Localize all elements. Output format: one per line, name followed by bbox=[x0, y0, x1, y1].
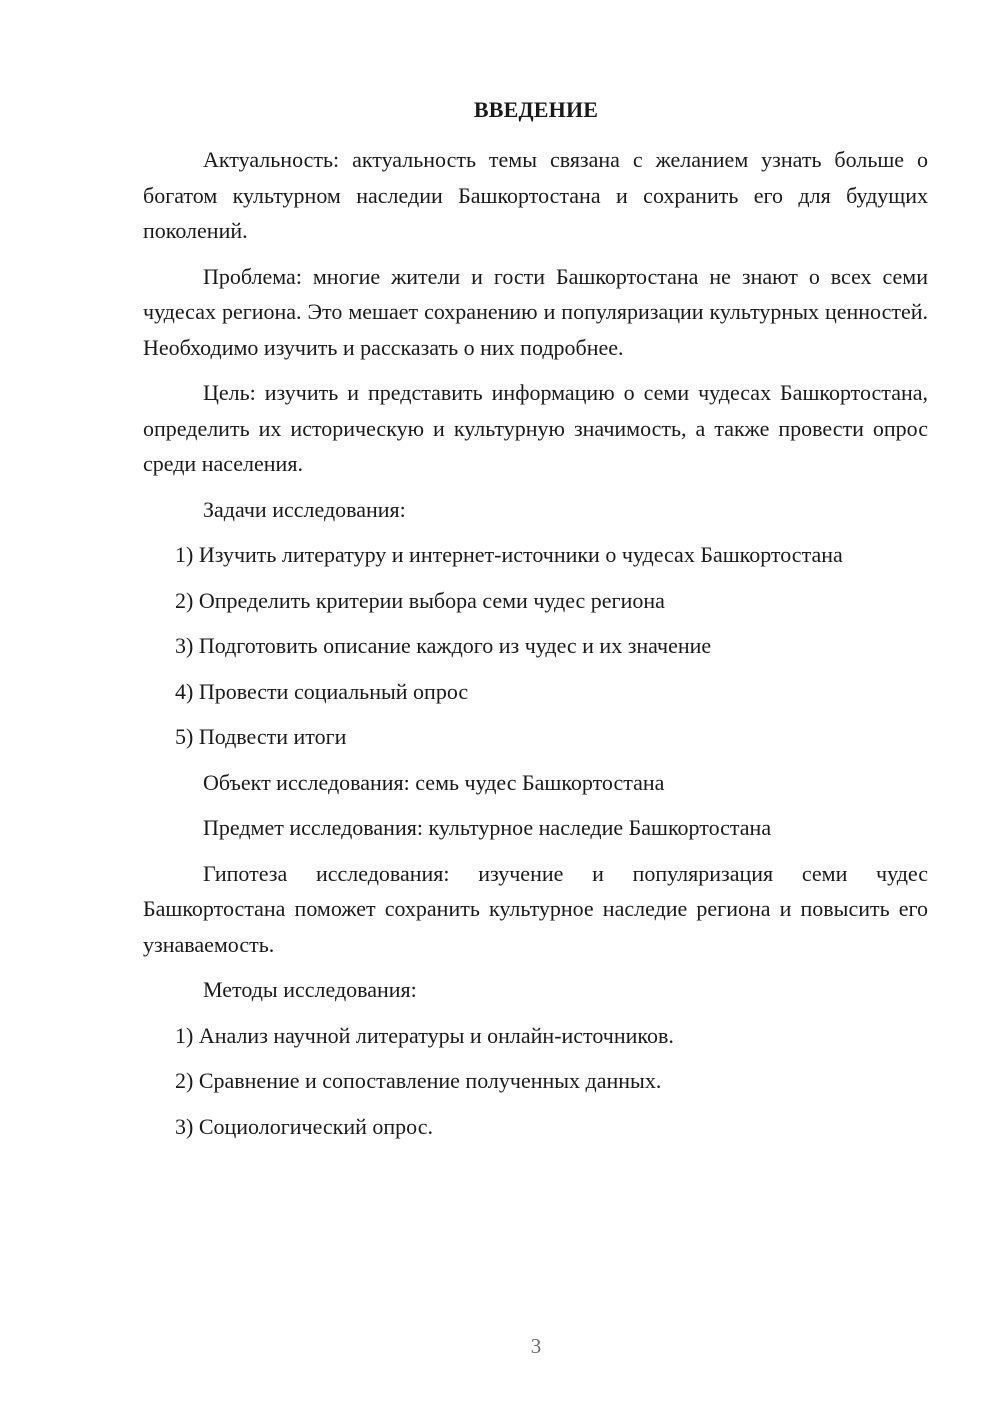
task-item: 2) Определить критерии выбора семи чудес региона bbox=[175, 587, 665, 613]
method-item: 1) Анализ научной литературы и онлайн-источников. bbox=[175, 1022, 674, 1048]
paragraph-subject: Предмет исследования: культурное наследие Башкортостана bbox=[203, 815, 772, 840]
paragraph-relevance: Актуальность: актуальность темы связана с желанием узнать больше о богатом культурном наследии Башкортостана и сохранить его для будущих поколений. bbox=[143, 147, 928, 243]
method-item: 3) Социологический опрос. bbox=[175, 1113, 433, 1139]
paragraph-object: Объект исследования: семь чудес Башкортостана bbox=[203, 769, 665, 795]
tasks-heading: Задачи исследования: bbox=[203, 496, 406, 522]
paragraph-hypothesis: Гипотеза исследования: изучение и популяризация семи чудес Башкортостана поможет сохранить культурное наследие региона и повысить его узнаваемость. bbox=[143, 860, 928, 957]
methods-heading: Методы исследования: bbox=[203, 977, 417, 1002]
method-item: 2) Сравнение и сопоставление полученных данных. bbox=[175, 1068, 662, 1093]
task-item: 3) Подготовить описание каждого из чудес и их значение bbox=[175, 633, 712, 658]
page-number: 3 bbox=[530, 1334, 542, 1358]
document-body bbox=[143, 142, 928, 1154]
task-item: 1) Изучить литературу и интернет-источники о чудесах Башкортостана bbox=[175, 542, 843, 567]
paragraph-goal: Цель: изучить и представить информацию о семи чудесах Башкортостана, определить их историческую и культурную значимость, а также провести опрос среди населения. bbox=[143, 380, 928, 476]
section-title: ВВЕДЕНИЕ bbox=[473, 97, 599, 122]
task-item: 4) Провести социальный опрос bbox=[175, 678, 469, 704]
task-item: 5) Подвести итоги bbox=[175, 724, 347, 749]
paragraph-problem: Проблема: многие жители и гости Башкортостана не знают о всех семи чудесах региона. Это мешает сохранению и популяризации культурных ценностей. Необходимо изучить и рассказать о них подробнее. bbox=[143, 263, 928, 360]
